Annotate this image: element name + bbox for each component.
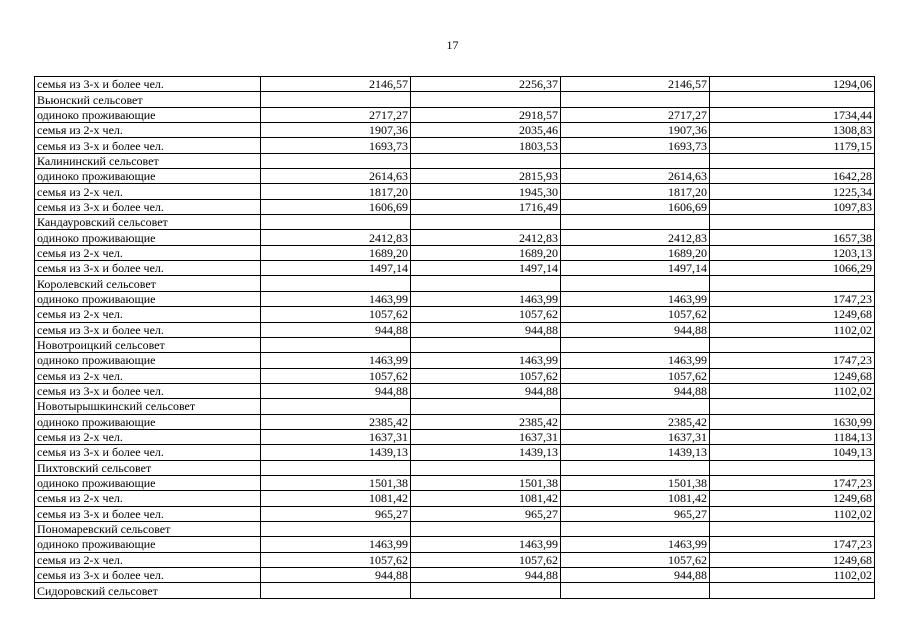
value-col-4: 1066,29 xyxy=(710,261,875,276)
value-col-1 xyxy=(261,92,411,107)
value-col-3: 1463,99 xyxy=(561,291,710,306)
row-label: семья из 2-х чел. xyxy=(35,491,261,506)
table-row xyxy=(35,583,875,598)
value-col-4 xyxy=(710,583,875,598)
value-col-4 xyxy=(710,399,875,414)
table-row xyxy=(35,230,875,245)
row-label: семья из 3-х и более чел. xyxy=(35,383,261,398)
page-number: 17 xyxy=(446,38,459,52)
value-col-2: 2412,83 xyxy=(411,230,561,245)
value-col-1 xyxy=(261,276,411,291)
table-row xyxy=(35,475,875,490)
value-col-2: 1463,99 xyxy=(411,291,561,306)
table-row xyxy=(35,322,875,337)
row-label: семья из 2-х чел. xyxy=(35,123,261,138)
table-row xyxy=(35,337,875,352)
value-col-2: 2385,42 xyxy=(411,414,561,429)
value-col-1 xyxy=(261,153,411,168)
value-col-1: 944,88 xyxy=(261,322,411,337)
value-col-1: 944,88 xyxy=(261,568,411,583)
value-col-2: 1803,53 xyxy=(411,138,561,153)
value-col-2: 1716,49 xyxy=(411,199,561,214)
row-label: одиноко проживающие xyxy=(35,475,261,490)
value-col-4: 1179,15 xyxy=(710,138,875,153)
value-col-4: 1308,83 xyxy=(710,123,875,138)
value-col-1: 1693,73 xyxy=(261,138,411,153)
table-row xyxy=(35,215,875,230)
value-col-4: 1657,38 xyxy=(710,230,875,245)
value-col-1: 2717,27 xyxy=(261,107,411,122)
value-col-4 xyxy=(710,521,875,536)
value-col-3: 944,88 xyxy=(561,383,710,398)
value-col-1 xyxy=(261,215,411,230)
value-col-4: 1249,68 xyxy=(710,491,875,506)
table-row xyxy=(35,245,875,260)
value-col-1: 2385,42 xyxy=(261,414,411,429)
value-col-2: 2035,46 xyxy=(411,123,561,138)
table-row xyxy=(35,107,875,122)
table-row xyxy=(35,568,875,583)
row-label: одиноко проживающие xyxy=(35,230,261,245)
row-label: семья из 3-х и более чел. xyxy=(35,77,261,92)
value-col-4 xyxy=(710,153,875,168)
value-col-1: 1057,62 xyxy=(261,307,411,322)
table-row xyxy=(35,429,875,444)
row-label: Королевский сельсовет xyxy=(35,276,261,291)
value-col-2: 1501,38 xyxy=(411,475,561,490)
value-col-2 xyxy=(411,276,561,291)
table-row xyxy=(35,199,875,214)
value-col-4: 1747,23 xyxy=(710,537,875,552)
table-row xyxy=(35,153,875,168)
value-col-3: 2614,63 xyxy=(561,169,710,184)
tariff-table xyxy=(34,76,875,599)
table-row xyxy=(35,399,875,414)
table-row xyxy=(35,276,875,291)
row-label: Калининский сельсовет xyxy=(35,153,261,168)
value-col-2: 2256,37 xyxy=(411,77,561,92)
value-col-4: 1642,28 xyxy=(710,169,875,184)
value-col-1: 1057,62 xyxy=(261,368,411,383)
row-label: семья из 2-х чел. xyxy=(35,184,261,199)
value-col-1: 1689,20 xyxy=(261,245,411,260)
value-col-4: 1630,99 xyxy=(710,414,875,429)
value-col-2: 1057,62 xyxy=(411,307,561,322)
value-col-1: 1463,99 xyxy=(261,291,411,306)
value-col-1: 1081,42 xyxy=(261,491,411,506)
value-col-3: 1057,62 xyxy=(561,552,710,567)
row-label: Новотырышкинский сельсовет xyxy=(35,399,261,414)
value-col-1: 1439,13 xyxy=(261,445,411,460)
row-label: одиноко проживающие xyxy=(35,353,261,368)
value-col-4: 1102,02 xyxy=(710,383,875,398)
row-label: семья из 3-х и более чел. xyxy=(35,445,261,460)
value-col-2: 1057,62 xyxy=(411,368,561,383)
value-col-3: 944,88 xyxy=(561,568,710,583)
value-col-4: 1249,68 xyxy=(710,552,875,567)
value-col-2 xyxy=(411,399,561,414)
value-col-4 xyxy=(710,337,875,352)
value-col-1 xyxy=(261,399,411,414)
value-col-3: 2385,42 xyxy=(561,414,710,429)
value-col-2: 1463,99 xyxy=(411,537,561,552)
row-label: одиноко проживающие xyxy=(35,537,261,552)
value-col-4: 1747,23 xyxy=(710,291,875,306)
value-col-1: 1501,38 xyxy=(261,475,411,490)
table-row xyxy=(35,491,875,506)
row-label: семья из 3-х и более чел. xyxy=(35,568,261,583)
value-col-2: 1637,31 xyxy=(411,429,561,444)
value-col-2 xyxy=(411,215,561,230)
row-label: Кандауровский сельсовет xyxy=(35,215,261,230)
value-col-3: 944,88 xyxy=(561,322,710,337)
value-col-2: 944,88 xyxy=(411,568,561,583)
table-row xyxy=(35,506,875,521)
table-row xyxy=(35,123,875,138)
value-col-2 xyxy=(411,153,561,168)
value-col-1: 944,88 xyxy=(261,383,411,398)
value-col-2 xyxy=(411,583,561,598)
value-col-2: 2918,57 xyxy=(411,107,561,122)
value-col-1: 2146,57 xyxy=(261,77,411,92)
table-row xyxy=(35,261,875,276)
value-col-4 xyxy=(710,276,875,291)
table-row xyxy=(35,77,875,92)
value-col-1: 2614,63 xyxy=(261,169,411,184)
value-col-1: 965,27 xyxy=(261,506,411,521)
value-col-3: 1463,99 xyxy=(561,537,710,552)
row-label: семья из 3-х и более чел. xyxy=(35,261,261,276)
value-col-4: 1097,83 xyxy=(710,199,875,214)
value-col-2: 1945,30 xyxy=(411,184,561,199)
table-row xyxy=(35,169,875,184)
value-col-4: 1049,13 xyxy=(710,445,875,460)
row-label: Новотроицкий сельсовет xyxy=(35,337,261,352)
value-col-3 xyxy=(561,337,710,352)
value-col-1 xyxy=(261,583,411,598)
value-col-1 xyxy=(261,337,411,352)
value-col-4: 1747,23 xyxy=(710,353,875,368)
value-col-3 xyxy=(561,460,710,475)
value-col-4: 1249,68 xyxy=(710,368,875,383)
table-row xyxy=(35,307,875,322)
value-col-2 xyxy=(411,460,561,475)
row-label: семья из 2-х чел. xyxy=(35,307,261,322)
value-col-4 xyxy=(710,92,875,107)
value-col-4: 1225,34 xyxy=(710,184,875,199)
value-col-3: 2717,27 xyxy=(561,107,710,122)
table-row xyxy=(35,521,875,536)
value-col-1: 1463,99 xyxy=(261,537,411,552)
value-col-1: 1606,69 xyxy=(261,199,411,214)
value-col-2: 1439,13 xyxy=(411,445,561,460)
value-col-1: 1057,62 xyxy=(261,552,411,567)
value-col-4: 1249,68 xyxy=(710,307,875,322)
row-label: семья из 3-х и более чел. xyxy=(35,506,261,521)
row-label: семья из 2-х чел. xyxy=(35,552,261,567)
value-col-2: 944,88 xyxy=(411,383,561,398)
value-col-3 xyxy=(561,215,710,230)
value-col-4: 1102,02 xyxy=(710,506,875,521)
table-row xyxy=(35,92,875,107)
value-col-4: 1102,02 xyxy=(710,322,875,337)
row-label: семья из 3-х и более чел. xyxy=(35,199,261,214)
table-row xyxy=(35,460,875,475)
value-col-4 xyxy=(710,460,875,475)
row-label: одиноко проживающие xyxy=(35,169,261,184)
value-col-3: 1439,13 xyxy=(561,445,710,460)
row-label: одиноко проживающие xyxy=(35,291,261,306)
value-col-3: 1057,62 xyxy=(561,307,710,322)
value-col-2: 1689,20 xyxy=(411,245,561,260)
table-row xyxy=(35,383,875,398)
value-col-3: 1689,20 xyxy=(561,245,710,260)
value-col-2: 965,27 xyxy=(411,506,561,521)
table-row xyxy=(35,414,875,429)
value-col-1: 1637,31 xyxy=(261,429,411,444)
value-col-4: 1734,44 xyxy=(710,107,875,122)
value-col-1: 1907,36 xyxy=(261,123,411,138)
row-label: Пихтовский сельсовет xyxy=(35,460,261,475)
value-col-3: 2412,83 xyxy=(561,230,710,245)
row-label: одиноко проживающие xyxy=(35,107,261,122)
value-col-2: 1497,14 xyxy=(411,261,561,276)
value-col-1: 1463,99 xyxy=(261,353,411,368)
row-label: Сидоровский сельсовет xyxy=(35,583,261,598)
value-col-3 xyxy=(561,521,710,536)
value-col-3 xyxy=(561,583,710,598)
value-col-3: 2146,57 xyxy=(561,77,710,92)
value-col-3 xyxy=(561,153,710,168)
value-col-4: 1184,13 xyxy=(710,429,875,444)
value-col-4: 1294,06 xyxy=(710,77,875,92)
table-row xyxy=(35,537,875,552)
value-col-1: 1497,14 xyxy=(261,261,411,276)
value-col-2: 1463,99 xyxy=(411,353,561,368)
value-col-4: 1102,02 xyxy=(710,568,875,583)
value-col-2 xyxy=(411,92,561,107)
row-label: семья из 2-х чел. xyxy=(35,429,261,444)
value-col-3: 1057,62 xyxy=(561,368,710,383)
row-label: одиноко проживающие xyxy=(35,414,261,429)
value-col-2: 1057,62 xyxy=(411,552,561,567)
table-body xyxy=(35,77,875,599)
value-col-2: 2815,93 xyxy=(411,169,561,184)
value-col-4: 1747,23 xyxy=(710,475,875,490)
value-col-2 xyxy=(411,521,561,536)
table-row xyxy=(35,184,875,199)
value-col-3 xyxy=(561,92,710,107)
table-row xyxy=(35,552,875,567)
value-col-3: 1907,36 xyxy=(561,123,710,138)
row-label: семья из 3-х и более чел. xyxy=(35,138,261,153)
value-col-3: 1637,31 xyxy=(561,429,710,444)
value-col-3: 1463,99 xyxy=(561,353,710,368)
value-col-4 xyxy=(710,215,875,230)
value-col-2 xyxy=(411,337,561,352)
table-row xyxy=(35,138,875,153)
value-col-3: 1081,42 xyxy=(561,491,710,506)
value-col-1: 2412,83 xyxy=(261,230,411,245)
value-col-4: 1203,13 xyxy=(710,245,875,260)
value-col-3 xyxy=(561,276,710,291)
table-row xyxy=(35,291,875,306)
row-label: семья из 2-х чел. xyxy=(35,245,261,260)
row-label: семья из 2-х чел. xyxy=(35,368,261,383)
value-col-3: 1693,73 xyxy=(561,138,710,153)
value-col-2: 944,88 xyxy=(411,322,561,337)
row-label: Вьюнский сельсовет xyxy=(35,92,261,107)
value-col-3: 1501,38 xyxy=(561,475,710,490)
value-col-3: 1606,69 xyxy=(561,199,710,214)
value-col-3: 1497,14 xyxy=(561,261,710,276)
table-row xyxy=(35,353,875,368)
value-col-3: 1817,20 xyxy=(561,184,710,199)
value-col-3: 965,27 xyxy=(561,506,710,521)
value-col-2: 1081,42 xyxy=(411,491,561,506)
row-label: Пономаревский сельсовет xyxy=(35,521,261,536)
value-col-3 xyxy=(561,399,710,414)
table-row xyxy=(35,368,875,383)
value-col-1 xyxy=(261,521,411,536)
table-row xyxy=(35,445,875,460)
value-col-1: 1817,20 xyxy=(261,184,411,199)
value-col-1 xyxy=(261,460,411,475)
row-label: семья из 3-х и более чел. xyxy=(35,322,261,337)
